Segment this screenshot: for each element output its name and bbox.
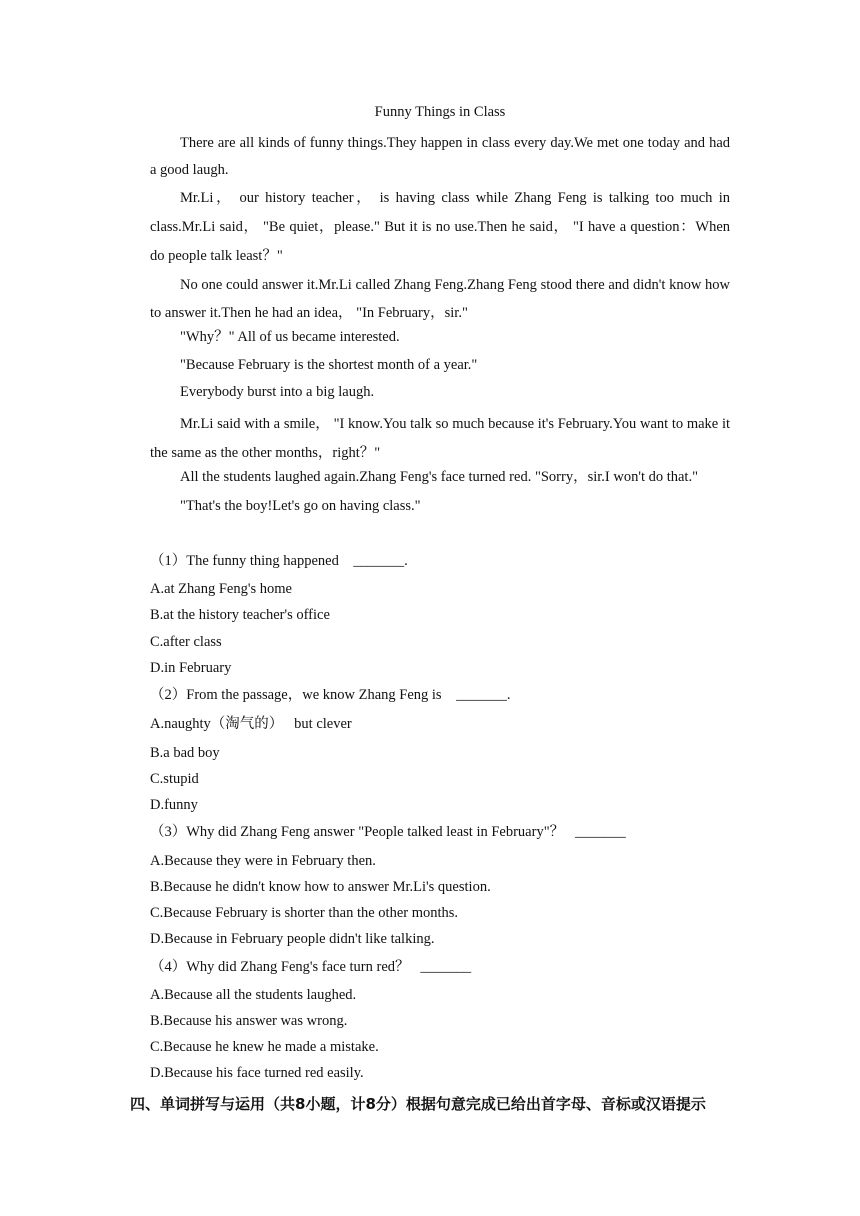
- question-2-option-c: C.stupid: [150, 771, 199, 787]
- question-4-option-c: C.Because he knew he made a mistake.: [150, 1039, 379, 1055]
- question-3-option-c: C.Because February is shorter than the other months.: [150, 905, 459, 921]
- question-2-option-a: A.naughty（淘气的） but clever: [150, 716, 352, 732]
- question-4-option-a: A.Because all the students laughed.: [150, 987, 357, 1003]
- question-1-stem: （1）The funny thing happened _______.: [150, 553, 408, 569]
- passage-paragraph-4: "Why？" All of us became interested.: [180, 329, 400, 345]
- question-3-option-a: A.Because they were in February then.: [150, 853, 376, 869]
- question-2-stem: （2）From the passage，we know Zhang Feng is _______.: [150, 687, 511, 703]
- passage-paragraph-1: There are all kinds of funny things.They happen in class every day.We met one today and had a good laugh.: [150, 135, 730, 178]
- passage-paragraph-5: "Because February is the shortest month of a year.": [180, 357, 478, 373]
- question-1-option-c: C.after class: [150, 634, 222, 650]
- passage-title: Funny Things in Class: [374, 104, 506, 120]
- question-2-option-d: D.funny: [150, 797, 198, 813]
- question-4-stem: （4）Why did Zhang Feng's face turn red？ _______: [150, 959, 472, 975]
- question-3-option-d: D.Because in February people didn't like talking.: [150, 931, 435, 947]
- question-3-option-b: B.Because he didn't know how to answer Mr.Li's question.: [150, 879, 491, 895]
- passage-paragraph-7: Mr.Li said with a smile， "I know.You talk so much because it's February.You want to make it the same as the other months，right？": [150, 416, 730, 461]
- passage-paragraph-2: Mr.Li， our history teacher， is having class while Zhang Feng is talking too much in class.Mr.Li said， "Be quiet，please." But it is no use.Then he said， "I have a question：When do people talk least？": [150, 190, 730, 264]
- question-4-option-d: D.Because his face turned red easily.: [150, 1065, 364, 1081]
- question-4-option-b: B.Because his answer was wrong.: [150, 1013, 348, 1029]
- section-heading: 四、单词拼写与运用（共8小题，计8分）根据句意完成已给出首字母、音标或汉语提示: [130, 1095, 706, 1113]
- question-1-option-b: B.at the history teacher's office: [150, 607, 330, 623]
- question-1-option-a: A.at Zhang Feng's home: [150, 581, 292, 597]
- passage-paragraph-3: No one could answer it.Mr.Li called Zhang Feng.Zhang Feng stood there and didn't know how to answer it.Then he had an idea， "In February，sir.": [150, 277, 730, 321]
- passage-paragraph-6: Everybody burst into a big laugh.: [180, 384, 375, 400]
- question-2-option-b: B.a bad boy: [150, 745, 220, 761]
- question-1-option-d: D.in February: [150, 660, 232, 676]
- passage-paragraph-9: "That's the boy!Let's go on having class.": [180, 498, 421, 514]
- question-3-stem: （3）Why did Zhang Feng answer "People talked least in February"？ _______: [150, 824, 626, 840]
- passage-paragraph-8: All the students laughed again.Zhang Feng's face turned red. "Sorry，sir.I won't do that.": [180, 469, 699, 485]
